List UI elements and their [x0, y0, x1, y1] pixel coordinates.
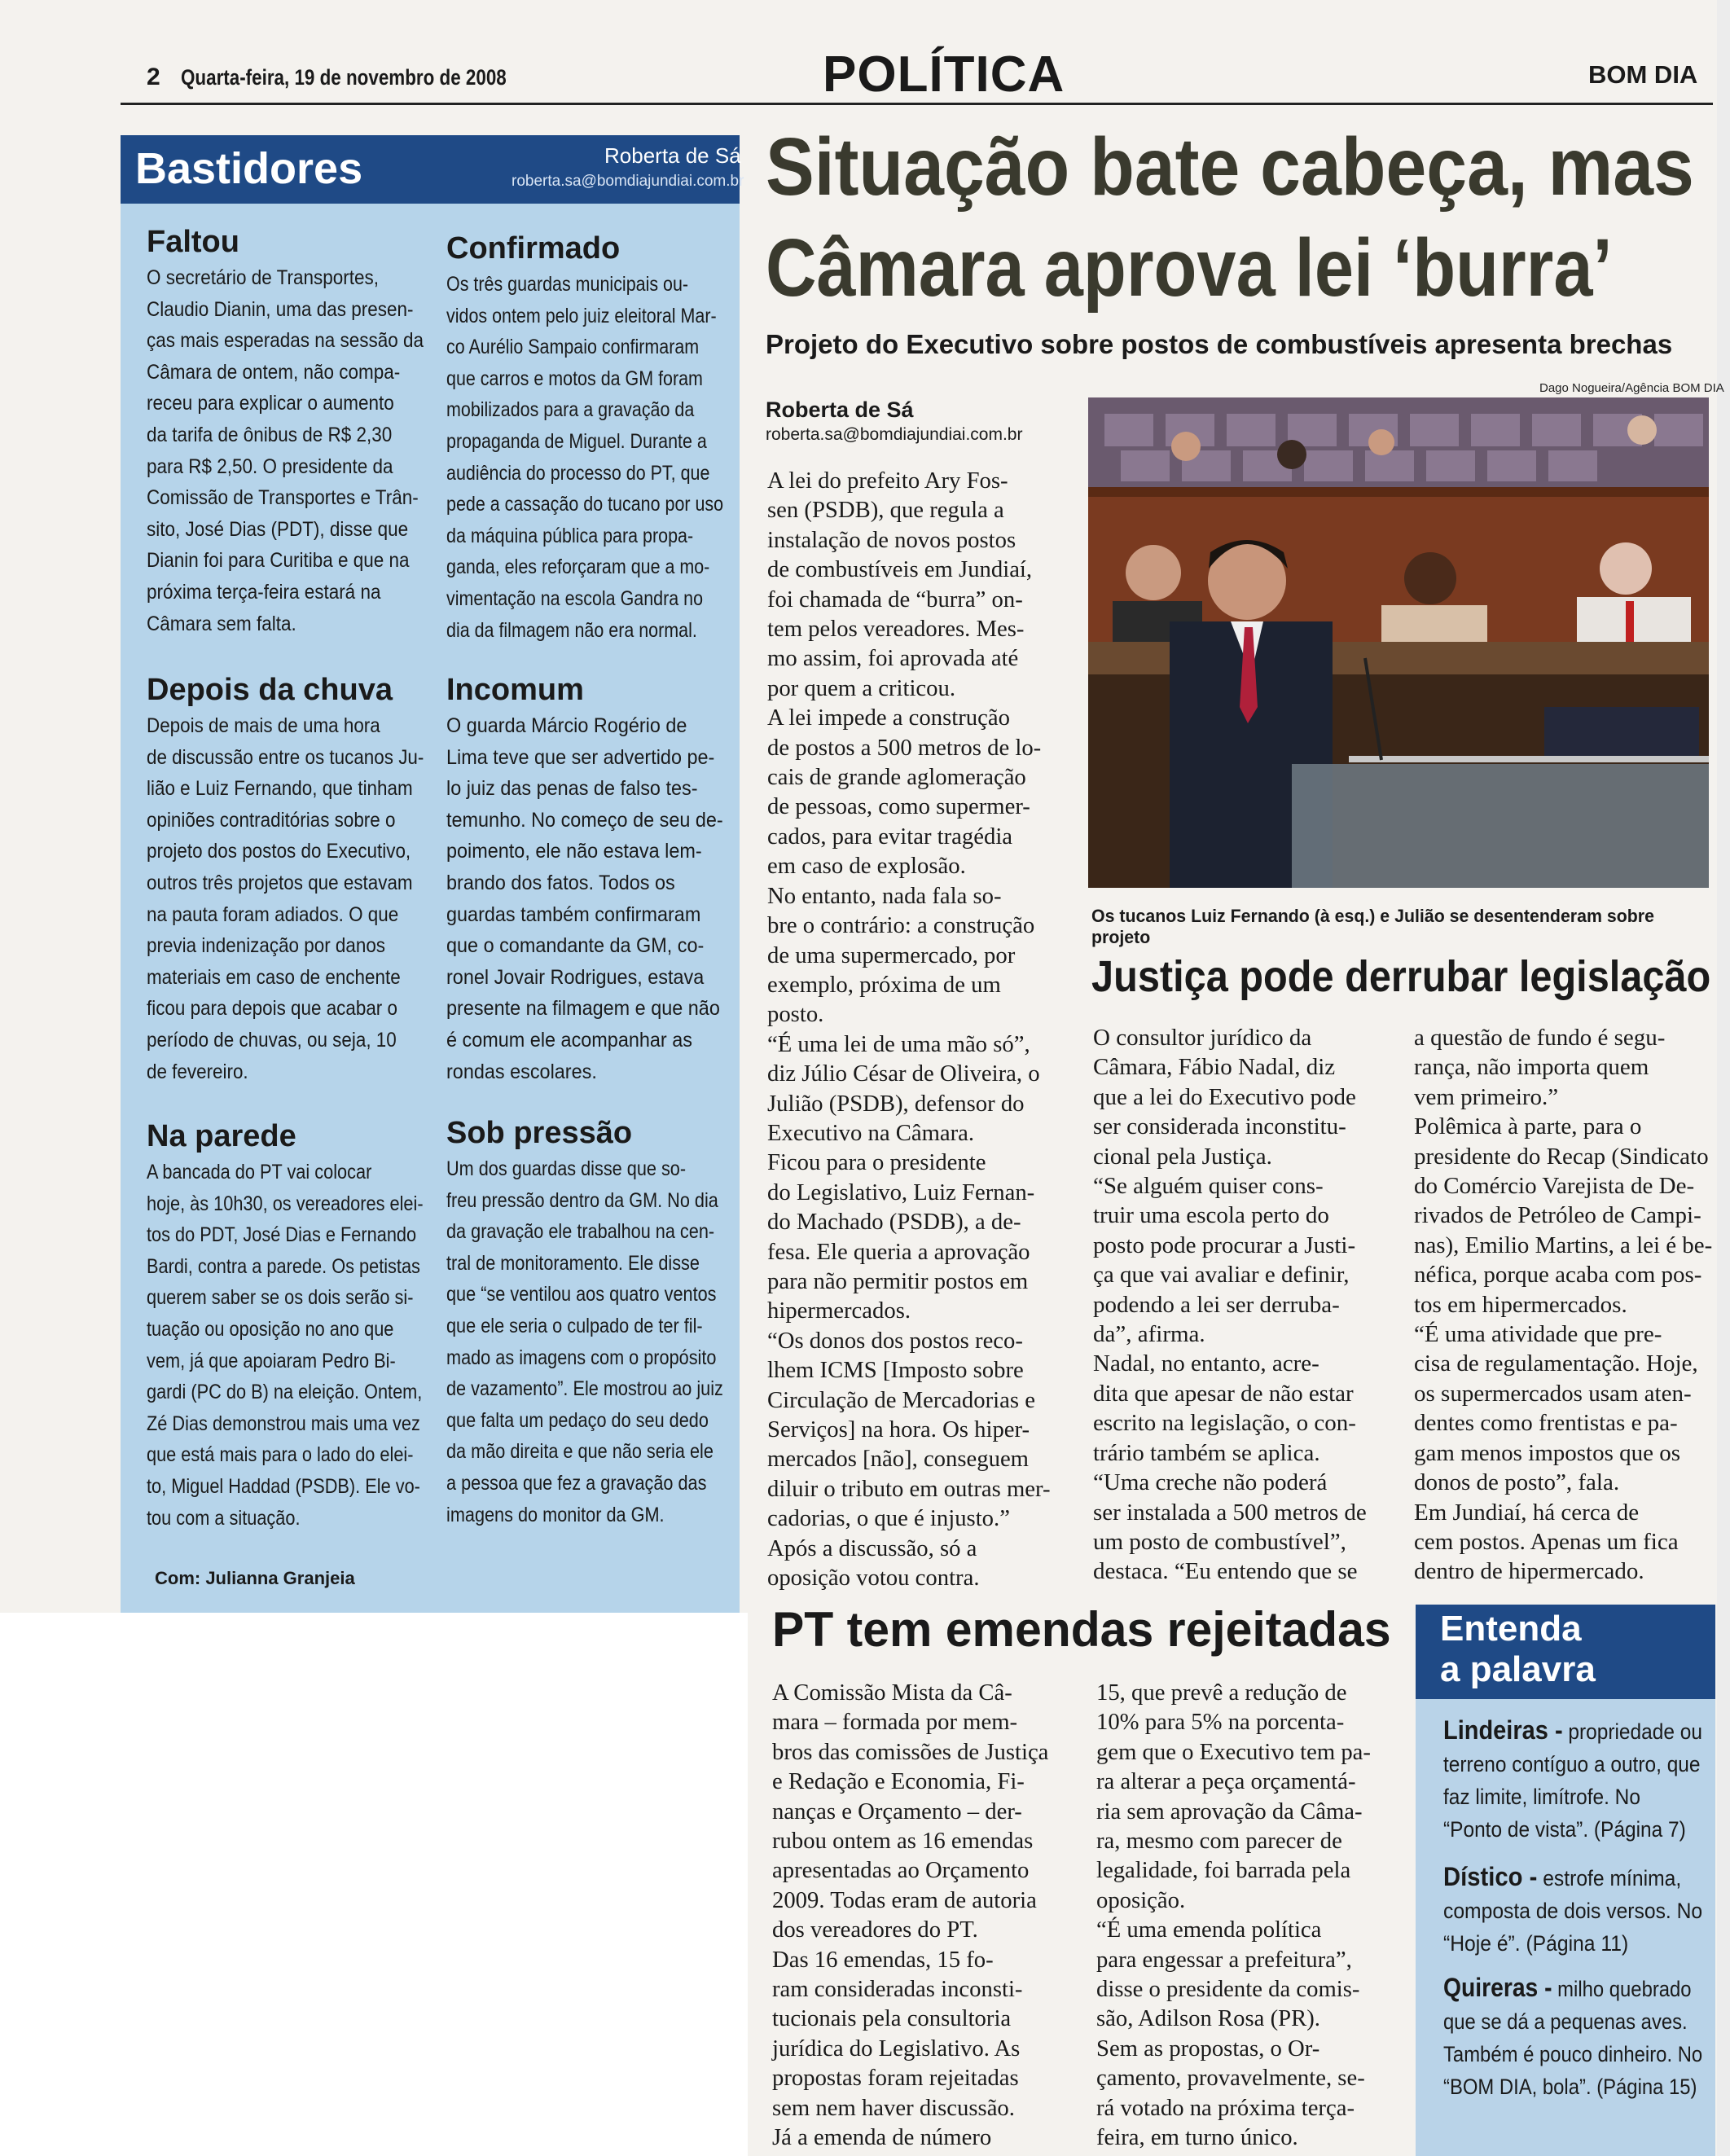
pt-text-line: sem nem haver discussão.	[772, 2094, 1015, 2121]
bastidores-text-line: próxima terça-feira estará na	[147, 580, 381, 604]
article-text-line: bre o contrário: a construção	[767, 912, 1035, 939]
justica-text-line: podendo a lei ser derruba-	[1093, 1291, 1340, 1318]
glossary-definition-line: estrofe mínima,	[1537, 1866, 1682, 1890]
bastidores-text-line: de discussão entre os tucanos Ju-	[147, 745, 424, 769]
bastidores-item-heading: Incomum	[446, 673, 584, 707]
bastidores-text-line: vem, já que apoiaram Pedro Bi-	[147, 1349, 396, 1372]
bastidores-item-text	[446, 1153, 766, 1530]
article-text-line: Julião (PSDB), defensor do	[767, 1090, 1025, 1117]
article-text-line: fesa. Ele queria a aprovação	[767, 1238, 1030, 1265]
bastidores-text-line: ças mais esperadas na sessão da	[147, 329, 424, 353]
glossary-definition-line: “BOM DIA, bola”. (Página 15)	[1443, 2075, 1697, 2099]
article-text-line: foi chamada de “burra” on-	[767, 586, 1023, 613]
pt-text-line: ra alterar a peça orçamentá-	[1096, 1768, 1356, 1795]
bastidores-text-line: da tarifa de ônibus de R$ 2,30	[147, 423, 393, 446]
article-text-line: de pessoas, como supermer-	[767, 793, 1030, 820]
article-text-line: em caso de explosão.	[767, 853, 966, 880]
bastidores-text-line: tuação ou oposição no ano que	[147, 1317, 394, 1341]
photo-illustration	[1088, 397, 1709, 888]
article-text-line: de postos a 500 metros de lo-	[767, 734, 1042, 761]
pt-text-line: rá votado na próxima terça-	[1096, 2094, 1355, 2121]
bastidores-text-line: da gravação ele trabalhou na cen-	[446, 1220, 715, 1244]
bastidores-text-line: outros três projetos que estavam	[147, 871, 413, 894]
bastidores-item-text	[446, 710, 742, 1087]
bastidores-text-line: opiniões contraditórias sobre o	[147, 808, 396, 832]
bastidores-text-line: vimentação na escola Gandra no	[446, 586, 704, 610]
bastidores-text-line: que está mais para o lado do elei-	[147, 1443, 414, 1467]
bastidores-text-line: freu pressão dentro da GM. No dia	[446, 1188, 718, 1212]
pt-text-line: feira, em turno único.	[1096, 2124, 1298, 2151]
pt-text-line: 10% para 5% na porcenta-	[1096, 1709, 1345, 1736]
article-text-line: Executivo na Câmara.	[767, 1119, 975, 1146]
pt-text-line: jurídica do Legislativo. As	[772, 2035, 1021, 2062]
justica-text-line: do Comércio Varejista de De-	[1414, 1173, 1695, 1200]
glossary-title-line-1: Entenda	[1440, 1609, 1582, 1649]
bastidores-text-line: Zé Dias demonstrou mais uma vez	[147, 1412, 420, 1435]
bastidores-item-text	[147, 1157, 465, 1534]
bastidores-text-line: brando dos fatos. Todos os	[446, 871, 675, 894]
bastidores-email: roberta.sa@bomdiajundiai.com.br	[512, 173, 744, 190]
pt-text-line: tucionais pela consultoria	[772, 2005, 1012, 2032]
article-text-line: hipermercados.	[767, 1298, 911, 1324]
justica-text-line: rança, não importa quem	[1414, 1054, 1649, 1081]
glossary-definition-line: propriedade ou	[1562, 1719, 1702, 1744]
article-deck: Projeto do Executivo sobre postos de combustíveis apresenta brechas	[766, 329, 1673, 359]
glossary-entry	[1443, 1860, 1727, 1960]
section-title: POLÍTICA	[823, 46, 1065, 103]
article-text-line: A lei impede a construção	[767, 705, 1010, 731]
article-text-line: Circulação de Mercadorias e	[767, 1386, 1035, 1413]
bastidores-text-line: O secretário de Transportes,	[147, 266, 379, 289]
photo-credit: Dago Nogueira/Agência BOM DIA	[1539, 381, 1724, 395]
justica-text-line: que a lei do Executivo pode	[1093, 1083, 1356, 1110]
bastidores-text-line: que falta um pedaço do seu dedo	[446, 1408, 709, 1432]
pt-text-line: disse o presidente da comis-	[1096, 1976, 1360, 2003]
article-text-line: A lei do prefeito Ary Fos-	[767, 468, 1008, 494]
bastidores-text-line: que ele seria o culpado de ter fil-	[446, 1314, 703, 1337]
article-column-1	[767, 466, 1069, 1592]
justica-text-line: “Uma creche não poderá	[1093, 1469, 1328, 1496]
justica-text-line: nas), Emilio Martins, a lei é be-	[1414, 1232, 1713, 1258]
justica-text-line: cisa de regulamentação. Hoje,	[1414, 1350, 1698, 1377]
bastidores-text-line: Bardi, contra a parede. Os petistas	[147, 1254, 420, 1278]
article-text-line: de uma supermercado, por	[767, 942, 1016, 968]
pt-column-2	[1096, 1678, 1398, 2153]
pt-text-line: oposição.	[1096, 1886, 1186, 1913]
glossary-definition-line: faz limite, limítrofe. No	[1443, 1785, 1640, 1809]
newspaper-name: BOM DIA	[1588, 60, 1698, 89]
bastidores-text-line: que carros e motos da GM foram	[446, 367, 703, 390]
bastidores-text-line: ficou para depois que acabar o	[147, 997, 397, 1021]
bastidores-item-heading: Confirmado	[446, 231, 621, 266]
pt-text-line: Das 16 emendas, 15 fo-	[772, 1946, 994, 1973]
justica-text-line: trário também se aplica.	[1093, 1439, 1320, 1466]
bastidores-text-line: Dianin foi para Curitiba e que na	[147, 549, 410, 573]
bastidores-text-line: de fevereiro.	[147, 1060, 248, 1083]
glossary-term: Quireras -	[1443, 1973, 1552, 2002]
headline-line-2: Câmara aprova lei ‘burra’	[766, 222, 1613, 314]
article-text-line: oposição votou contra.	[767, 1565, 980, 1592]
justica-text-line: Câmara, Fábio Nadal, diz	[1093, 1054, 1336, 1081]
glossary-definition-line: milho quebrado	[1552, 1977, 1692, 2001]
article-text-line: Após a discussão, só a	[767, 1535, 977, 1561]
pt-text-line: para engessar a prefeitura”,	[1096, 1946, 1352, 1973]
article-text-line: exemplo, próxima de um	[767, 971, 1001, 998]
issue-date: Quarta-feira, 19 de novembro de 2008	[181, 65, 507, 90]
bastidores-item-heading: Faltou	[147, 225, 239, 259]
bastidores-text-line: rondas escolares.	[446, 1060, 597, 1083]
glossary-definition-line: “Ponto de vista”. (Página 7)	[1443, 1817, 1686, 1842]
glossary-title-line-2: a palavra	[1440, 1649, 1596, 1689]
justica-text-line: presidente do Recap (Sindicato	[1414, 1143, 1709, 1170]
bastidores-text-line: poimento, ele não estava lem-	[446, 840, 702, 863]
bastidores-text-line: Câmara sem falta.	[147, 612, 296, 635]
justica-text-line: destaca. “Eu entendo que se	[1093, 1558, 1358, 1585]
bastidores-text-line: O guarda Márcio Rogério de	[446, 714, 687, 737]
bastidores-text-line: lião e Luiz Fernando, que tinham	[147, 777, 413, 801]
header-rule	[121, 103, 1713, 105]
article-text-line: sen (PSDB), que regula a	[767, 497, 1004, 524]
glossary-definition-line: terreno contíguo a outro, que	[1443, 1752, 1701, 1776]
article-text-line: “Os donos dos postos reco-	[767, 1327, 1023, 1354]
pt-title: PT tem emendas rejeitadas	[772, 1602, 1391, 1657]
pt-text-line: ria sem aprovação da Câma-	[1096, 1798, 1363, 1824]
glossary-entry	[1443, 1971, 1730, 2103]
justica-column-2	[1414, 1023, 1712, 1587]
bastidores-title: Bastidores	[135, 144, 363, 193]
pt-text-line: A Comissão Mista da Câ-	[772, 1680, 1012, 1706]
glossary-definition-line: Também é pouco dinheiro. No	[1443, 2042, 1703, 2066]
justica-text-line: dentro de hipermercado.	[1414, 1558, 1644, 1585]
article-text-line: mercados [não], conseguem	[767, 1446, 1030, 1473]
bastidores-text-line: gardi (PC do B) na eleição. Ontem,	[147, 1381, 423, 1404]
bastidores-text-line: querem saber se os dois serão si-	[147, 1286, 414, 1310]
bastidores-text-line: previa indenização por danos	[147, 934, 386, 958]
article-text-line: lhem ICMS [Imposto sobre	[767, 1357, 1024, 1384]
justica-text-line: “Se alguém quiser cons-	[1093, 1173, 1324, 1200]
pt-text-line: çamento, provavelmente, se-	[1096, 2065, 1365, 2092]
article-text-line: posto.	[767, 1001, 824, 1028]
article-text-line: diz Júlio César de Oliveira, o	[767, 1060, 1040, 1087]
justica-text-line: rivados de Petróleo de Campi-	[1414, 1202, 1701, 1229]
glossary-definition-line: “Hoje é”. (Página 11)	[1443, 1931, 1629, 1956]
article-text-line: No entanto, nada fala so-	[767, 882, 1002, 909]
bastidores-text-line: da máquina pública para propa-	[446, 524, 694, 547]
pt-text-line: propostas foram rejeitadas	[772, 2065, 1019, 2092]
glossary-definition-line: composta de dois versos. No	[1443, 1899, 1703, 1923]
article-text-line: diluir o tributo em outras mer-	[767, 1475, 1051, 1502]
bastidores-text-line: ganda, eles reforçaram que a mo-	[446, 555, 710, 579]
bastidores-text-line: receu para explicar o aumento	[147, 392, 394, 415]
justica-text-line: vem primeiro.”	[1414, 1083, 1559, 1110]
bastidores-text-line: a pessoa que fez a gravação das	[446, 1471, 707, 1495]
bastidores-text-line: Lima teve que ser advertido pe-	[446, 745, 715, 769]
council-photo	[1088, 397, 1709, 888]
headline-line-1: Situação bate cabeça, mas	[766, 121, 1694, 213]
bastidores-author: Roberta de Sá	[604, 143, 741, 168]
justica-text-line: dentes como frentistas e pa-	[1414, 1410, 1678, 1437]
bastidores-text-line: Um dos guardas disse que so-	[446, 1157, 687, 1180]
article-text-line: mo assim, foi aprovada até	[767, 645, 1019, 672]
bastidores-text-line: da mão direita e que não seria ele	[446, 1440, 714, 1464]
pt-text-line: nanças e Orçamento – der-	[772, 1798, 1022, 1824]
pt-text-line: e Redação e Economia, Fi-	[772, 1768, 1025, 1795]
bastidores-text-line: que “se ventilou aos quatro ventos	[446, 1283, 717, 1306]
article-text-line: cais de grande aglomeração	[767, 764, 1026, 791]
justica-text-line: gam menos impostos que os	[1414, 1439, 1681, 1466]
pt-text-line: rubou ontem as 16 emendas	[772, 1828, 1034, 1855]
justica-text-line: donos de posto”, fala.	[1414, 1469, 1620, 1496]
justica-text-line: ser instalada a 500 metros de	[1093, 1499, 1367, 1526]
article-text-line: cadorias, o que é injusto.”	[767, 1505, 1010, 1532]
justica-text-line: O consultor jurídico da	[1093, 1025, 1312, 1051]
article-text-line: “É uma lei de uma mão só”,	[767, 1030, 1030, 1057]
article-text-line: do Machado (PSDB), a de-	[767, 1209, 1021, 1236]
pt-column-1	[772, 1678, 1074, 2153]
article-text-line: Ficou para o presidente	[767, 1149, 986, 1176]
bastidores-item-heading: Depois da chuva	[147, 673, 393, 707]
bastidores-text-line: Os três guardas municipais ou-	[446, 273, 689, 296]
bastidores-item-heading: Sob pressão	[446, 1116, 633, 1150]
justica-text-line: Polêmica à parte, para o	[1414, 1113, 1642, 1140]
justica-text-line: um posto de combustível”,	[1093, 1528, 1346, 1555]
justica-text-line: truir uma escola perto do	[1093, 1202, 1329, 1229]
bastidores-text-line: mado as imagens com o propósito	[446, 1346, 717, 1369]
bastidores-text-line: hoje, às 10h30, os vereadores elei-	[147, 1192, 424, 1215]
pt-text-line: “É uma emenda política	[1096, 1917, 1322, 1943]
bastidores-text-line: projeto dos postos do Executivo,	[147, 840, 411, 863]
pt-text-line: são, Adilson Rosa (PR).	[1096, 2005, 1320, 2032]
bastidores-text-line: mobilizados para a gravação da	[446, 398, 695, 422]
pt-text-line: gem que o Executivo tem pa-	[1096, 1738, 1371, 1765]
justica-text-line: néfica, porque acaba com pos-	[1414, 1262, 1702, 1289]
bastidores-item-text	[446, 269, 769, 646]
justica-text-line: a questão de fundo é segu-	[1414, 1025, 1666, 1051]
bastidores-text-line: to, Miguel Haddad (PSDB). Ele vo-	[147, 1474, 420, 1498]
justica-text-line: da”, afirma.	[1093, 1321, 1205, 1348]
glossary-definition-line: que se dá a pequenas aves.	[1443, 2009, 1688, 2034]
pt-text-line: mara – formada por mem-	[772, 1709, 1018, 1736]
pt-text-line: 2009. Todas eram de autoria	[772, 1886, 1037, 1913]
pt-text-line: 15, que prevê a redução de	[1096, 1680, 1347, 1706]
bastidores-text-line: presente na filmagem e que não	[446, 997, 720, 1021]
bastidores-text-line: A bancada do PT vai colocar	[147, 1161, 372, 1183]
pt-text-line: ram consideradas inconsti-	[772, 1976, 1023, 2003]
bastidores-text-line: para R$ 2,50. O presidente da	[147, 454, 393, 478]
article-text-line: do Legislativo, Luiz Fernan-	[767, 1179, 1035, 1205]
bastidores-item-text	[147, 710, 455, 1087]
blank-area	[0, 1613, 748, 2156]
bastidores-text-line: propaganda de Miguel. Durante a	[446, 429, 707, 453]
justica-text-line: tos em hipermercados.	[1414, 1291, 1627, 1318]
justica-text-line: escrito na legislação, o con-	[1093, 1410, 1356, 1437]
justica-text-line: cem postos. Apenas um fica	[1414, 1528, 1679, 1555]
article-text-line: instalação de novos postos	[767, 526, 1016, 553]
pt-text-line: ra, mesmo com parecer de	[1096, 1828, 1342, 1855]
bastidores-text-line: Comissão de Transportes e Trân-	[147, 486, 419, 510]
pt-text-line: Sem as propostas, o Or-	[1096, 2035, 1320, 2062]
bastidores-text-line: é comum ele acompanhar as	[446, 1028, 692, 1052]
article-text-line: de combustíveis em Jundiaí,	[767, 556, 1033, 583]
page-number: 2	[147, 64, 160, 90]
bastidores-text-line: Depois de mais de uma hora	[147, 714, 380, 737]
glossary-entry	[1443, 1714, 1729, 1846]
justica-column-1	[1093, 1023, 1391, 1587]
glossary-title	[1440, 1609, 1596, 1690]
justica-text-line: os supermercados usam aten-	[1414, 1380, 1692, 1407]
article-text-line: para não permitir postos em	[767, 1267, 1029, 1294]
justica-text-line: Em Jundiaí, há cerca de	[1414, 1499, 1640, 1526]
justica-text-line: Nadal, no entanto, acre-	[1093, 1350, 1319, 1377]
justica-title: Justiça pode derrubar legislação	[1091, 952, 1711, 1001]
pt-text-line: bros das comissões de Justiça	[772, 1738, 1049, 1765]
bastidores-text-line: pede a cassação do tucano por uso	[446, 493, 724, 516]
article-byline-email: roberta.sa@bomdiajundiai.com.br	[766, 425, 1023, 444]
glossary-term: Lindeiras -	[1443, 1715, 1563, 1745]
bastidores-text-line: imagens do monitor da GM.	[446, 1503, 665, 1526]
bastidores-text-line: co Aurélio Sampaio confirmaram	[446, 336, 700, 359]
article-text-line: por quem a criticou.	[767, 674, 956, 701]
bastidores-text-line: audiência do processo do PT, que	[446, 461, 710, 485]
bastidores-text-line: na pauta foram adiados. O que	[147, 902, 399, 926]
justica-text-line: posto pode procurar a Justi-	[1093, 1232, 1356, 1258]
bastidores-text-line: materiais em caso de enchente	[147, 965, 401, 989]
glossary-term: Dístico -	[1443, 1862, 1538, 1891]
bastidores-text-line: lo juiz das penas de falso tes-	[446, 777, 698, 801]
justica-text-line: “É uma atividade que pre-	[1414, 1321, 1662, 1348]
pt-text-line: apresentadas ao Orçamento	[772, 1857, 1030, 1884]
bastidores-text-line: tou com a situação.	[147, 1506, 301, 1530]
article-text-line: tem pelos vereadores. Mes-	[767, 616, 1025, 643]
bastidores-text-line: guardas também confirmaram	[446, 902, 701, 926]
bastidores-text-line: sito, José Dias (PDT), disse que	[147, 517, 409, 541]
bastidores-text-line: temunho. No começo de seu de-	[446, 808, 723, 832]
justica-text-line: ça que vai avaliar e definir,	[1093, 1262, 1350, 1289]
pt-text-line: dos vereadores do PT.	[772, 1917, 978, 1943]
bastidores-text-line: dia da filmagem não era normal.	[446, 618, 697, 642]
bastidores-item-heading: Na parede	[147, 1119, 296, 1153]
bastidores-text-line: vidos ontem pelo juiz eleitoral Mar-	[446, 304, 717, 327]
bastidores-item-text	[147, 262, 454, 639]
bastidores-credit: Com: Julianna Granjeia	[155, 1568, 355, 1588]
bastidores-text-line: Claudio Dianin, uma das presen-	[147, 297, 414, 321]
bastidores-text-line: tral de monitoramento. Ele disse	[446, 1251, 700, 1275]
justica-text-line: cional pela Justiça.	[1093, 1143, 1272, 1170]
pt-text-line: Já a emenda de número	[772, 2124, 992, 2151]
pt-text-line: legalidade, foi barrada pela	[1096, 1857, 1351, 1884]
photo-caption: Os tucanos Luiz Fernando (à esq.) e Julião se desentenderam sobre projeto	[1091, 906, 1654, 947]
justica-text-line: ser considerada inconstitu-	[1093, 1113, 1346, 1140]
bastidores-text-line: que o comandante da GM, co-	[446, 934, 705, 958]
article-text-line: cados, para evitar tragédia	[767, 823, 1013, 850]
bastidores-text-line: de vazamento”. Ele mostrou ao juiz	[446, 1377, 723, 1401]
bastidores-text-line: Câmara de ontem, não compa-	[147, 360, 401, 384]
article-text-line: Serviços] na hora. Os hiper-	[767, 1416, 1030, 1442]
bastidores-text-line: ronel Jovair Rodrigues, estava	[446, 965, 705, 989]
article-byline: Roberta de Sá	[766, 397, 914, 422]
bastidores-text-line: tos do PDT, José Dias e Fernando	[147, 1223, 417, 1247]
justica-text-line: dita que apesar de não estar	[1093, 1380, 1354, 1407]
bastidores-text-line: período de chuvas, ou seja, 10	[147, 1028, 397, 1052]
